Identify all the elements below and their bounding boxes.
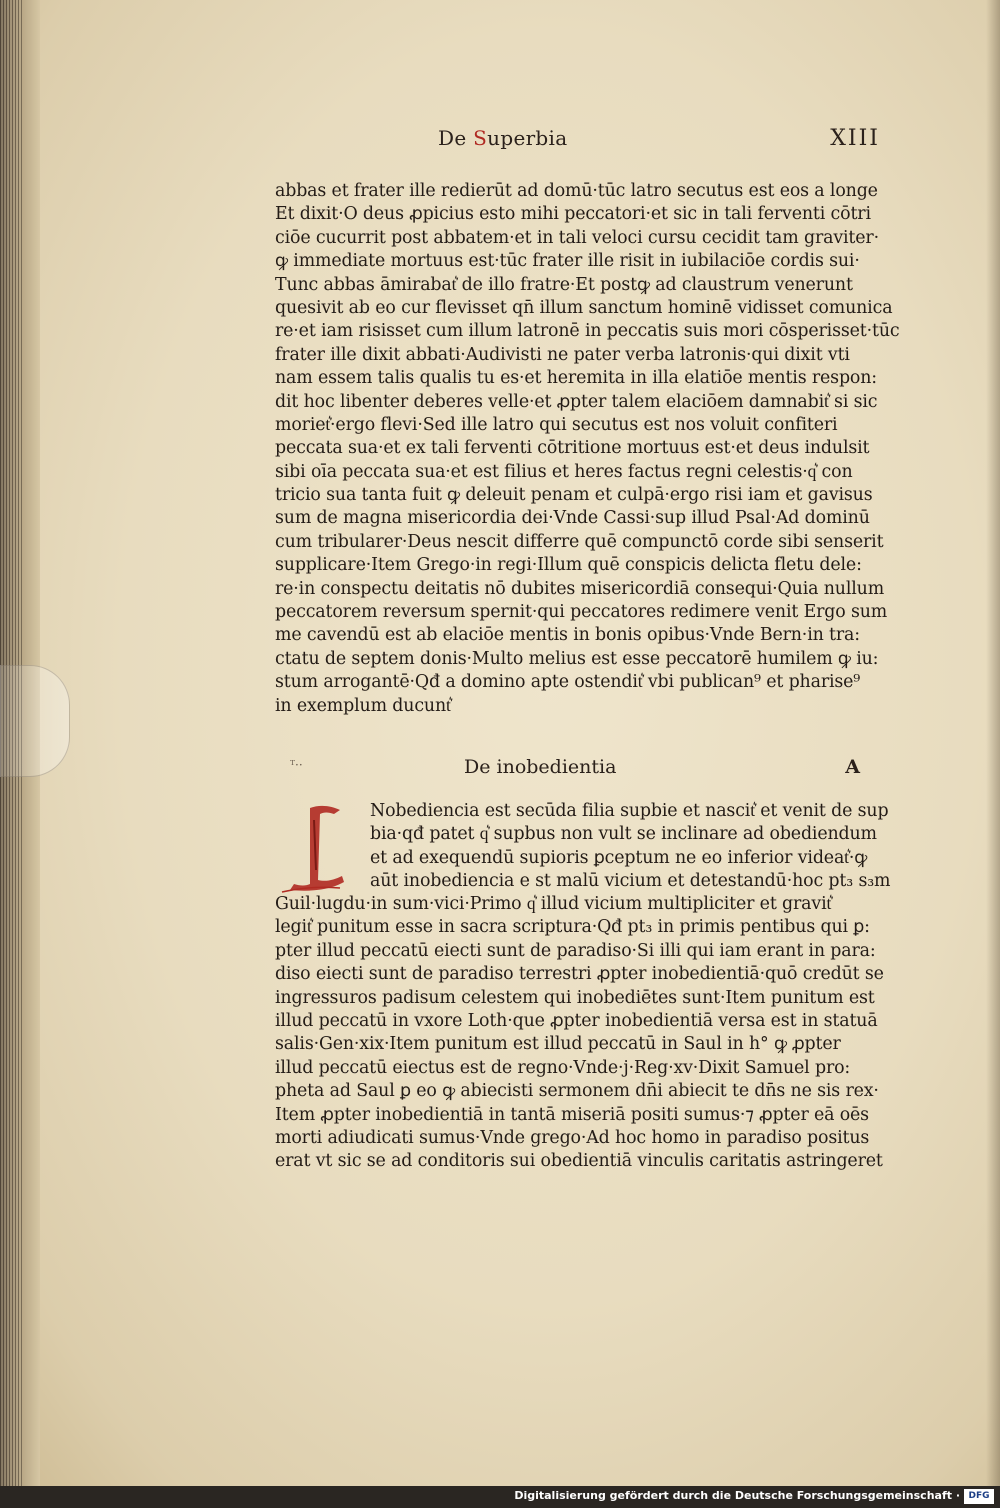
text-line: frater ille dixit abbati·Audivisti ne pater verba latronis·qui dixit vti: [275, 344, 850, 365]
text-line: legit͛ punitum esse in sacra scriptura·Qđ pt₃ in primis pentibus qui ꝑ:: [275, 917, 870, 938]
text-line: stum arrogantē·Qđ a domino apte ostendit͛ vbi publican⁹ et pharise⁹: [275, 672, 861, 693]
text-line: re·et iam risisset cum illum latronē in peccatis suis mori cōsperisset·tūc: [275, 321, 900, 342]
section-title-rest: e inobedientia: [479, 756, 617, 778]
text-line: illud peccatū eiectus est de regno·Vnde·j·Reg·xv·Dixit Samuel pro:: [275, 1057, 851, 1078]
text-line: sibi oīa peccata sua·et est filius et heres factus regni celestis·q͛ con: [275, 461, 853, 482]
text-line: me cavendū est ab elaciōe mentis in bonis opibus·Vnde Bern·in tra:: [275, 625, 860, 646]
running-title-initial: D: [438, 126, 455, 150]
text-line: Item ꝓpter inobedientiā in tantā miseriā positi sumus·⁊ ꝓpter eā oēs: [275, 1104, 869, 1125]
stray-ink-mark: ᵀ··: [290, 758, 303, 772]
text-line: ctatu de septem donis·Multo melius est esse peccatorē humilem ꝙ iu:: [275, 648, 879, 669]
text-line: tricio sua tanta fuit ꝙ deleuit penam et culpā·ergo risi iam et gavisus: [275, 485, 873, 506]
text-line: pheta ad Saul ꝑ eo ꝙ abiecisti sermonem dn̄i abiecit te dn̄s ne sis rex·: [275, 1081, 879, 1102]
page-tab-marker: [0, 665, 70, 777]
text-line: morti adiudicati sumus·Vnde grego·Ad hoc homo in paradiso positus: [275, 1127, 870, 1148]
running-title-red-initial: S: [473, 126, 488, 150]
text-line: dit hoc libenter deberes velle·et ꝓpter talem elaciōem damnabit͛ si sic: [275, 391, 878, 412]
text-line: cum tribularer·Deus nescit differre quē compunctō corde sibi senserit: [275, 531, 884, 552]
text-line: ciōe cucurrit post abbatem·et in tali veloci cursu cecidit tam graviter·: [275, 227, 879, 248]
rubricated-initial-i-icon: [280, 800, 360, 898]
funding-credit: Digitalisierung gefördert durch die Deutsche Forschungsgemeinschaft ·: [514, 1489, 960, 1502]
text-line: re·in conspectu deitatis nō dubites misericordiā consequi·Quia nullum: [275, 578, 885, 599]
dfg-logo-icon: DFG: [964, 1489, 994, 1504]
section-title-initial: D: [464, 756, 480, 778]
text-line: nam essem talis qualis tu es·et heremita in illa elatiōe mentis respon:: [275, 368, 878, 389]
text-line: quesivit ab eo cur flevisset qn̄ illum sanctum hominē vidisset comunica: [275, 297, 893, 318]
text-line: peccata sua·et ex tali ferventi cōtritione mortuus est·et deus indulsit: [275, 438, 870, 459]
section-title: [464, 756, 616, 778]
text-line: abbas et frater ille redierūt ad domū·tūc latro secutus est eos a longe: [275, 181, 878, 201]
text-line: salis·Gen·xix·Item punitum est illud peccatū in Saul in h° ꝙ ꝓpter: [275, 1034, 841, 1055]
digitization-footer: [0, 1486, 1000, 1508]
folio-number: XIII: [830, 126, 880, 151]
text-line: peccatorem reversum spernit·qui peccatores redimere venit Ergo sum: [275, 602, 888, 623]
section-heading: [270, 756, 880, 786]
section-signature-mark: A: [845, 756, 860, 778]
text-line: Nobediencia est secūda filia supbie et nascit͛ et venit de sup: [370, 801, 889, 821]
text-line: pter illud peccatū eiecti sunt de paradiso·Si illi qui iam erant in para:: [275, 940, 876, 961]
text-line: ꝙ immediate mortuus est·tūc frater ille risit in iubilaciōe cordis sui·: [275, 251, 860, 272]
running-header: [270, 126, 880, 162]
text-line: diso eiecti sunt de paradiso terrestri ꝓpter inobedientiā·quō credūt se: [275, 964, 884, 985]
text-line: illud peccatū in vxore Loth·que ꝓpter inobedientiā versa est in statuā: [275, 1010, 878, 1031]
text-line: supplicare·Item Grego·in regi·Illum quē conspicis delicta fletu dele:: [275, 555, 862, 576]
text-line: Et dixit·O deus ꝓpicius esto mihi peccatori·et sic in tali ferventi cōtri: [275, 204, 871, 225]
right-page-shadow: [986, 0, 1000, 1486]
text-line: erat vt sic se ad conditoris sui obedientiā vinculis caritatis astringeret: [275, 1151, 883, 1172]
running-title-word1: e: [454, 126, 474, 150]
text-line: et ad exequendū supioris ꝑceptum ne eo inferior videat͛·ꝙ: [370, 847, 868, 868]
text-block-inobedientia: [275, 893, 905, 1174]
text-line: aūt inobediencia e st malū vicium et detestandū·hoc pt₃ s₃m: [370, 871, 891, 892]
text-block-indented: [370, 800, 910, 894]
text-line: moriet͛·ergo flevi·Sed ille latro qui secutus est nos voluit confiteri: [275, 414, 838, 435]
running-title-word2: uperbia: [487, 126, 568, 150]
text-line: ingressuros padisum celestem qui inobediētes sunt·Item punitum est: [275, 987, 875, 1008]
text-line: Guil·lugdu·in sum·vici·Primo q͛ illud vicium multipliciter et gravit͛: [275, 894, 832, 914]
running-title: [438, 126, 567, 150]
text-line: in exemplum ducunt͛: [275, 695, 451, 716]
text-line: Tunc abbas āmirabat͛ de illo fratre·Et postꝙ ad claustrum venerunt: [275, 274, 853, 295]
text-line: sum de magna misericordia dei·Vnde Cassi·sup illud Psal·Ad dominū: [275, 508, 870, 529]
text-block-superbia: [275, 180, 905, 718]
text-line: bia·qđ patet q͛ supbus non vult se inclinare ad obediendum: [370, 824, 877, 845]
